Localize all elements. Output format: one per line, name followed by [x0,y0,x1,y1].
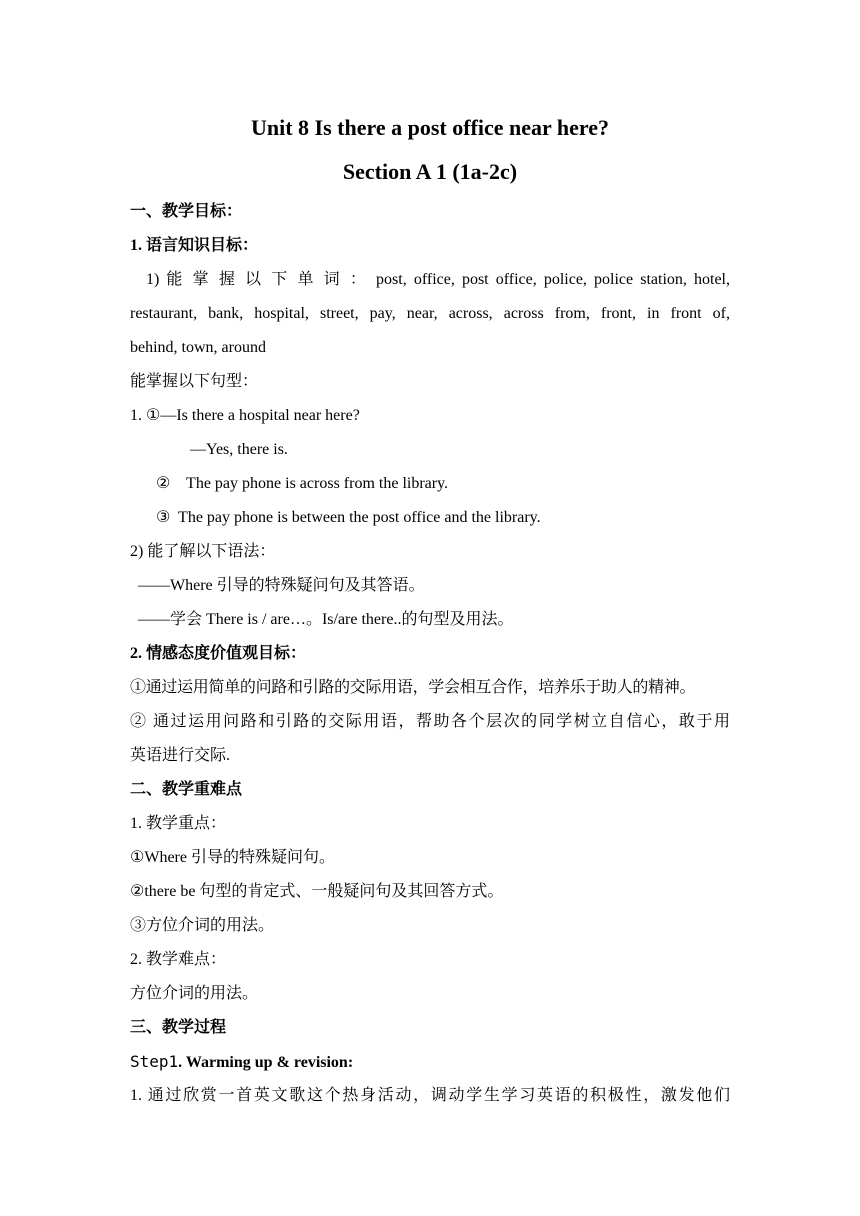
heading-teaching-process: 三、教学过程 [130,1019,227,1036]
step-1-label: Step1 [130,1052,179,1071]
difficult-point-1: 方位介词的用法。 [130,985,259,1002]
heading-key-difficult-points: 二、教学重难点 [130,781,243,798]
key-points-heading: 1. 教学重点： [130,815,227,832]
heading-objectives: 一、教学目标： [130,203,243,220]
sentence-patterns-heading: 能掌握以下句型： [130,373,259,390]
pattern-1-answer: —Yes, there is. [190,441,288,458]
pattern-3: ③ The pay phone is between the post office and the library. [156,509,541,526]
vocab-line-3: behind, town, around [130,339,266,356]
grammar-heading: 2) 能了解以下语法： [130,543,276,560]
grammar-item-2: ——学会 There is / are…。Is/are there..的句型及用法。 [138,611,514,628]
step-1-title: . Warming up & revision: [178,1054,354,1071]
emotion-item-2-cont: 英语进行交际. [130,747,231,764]
subheading-language-knowledge: 1. 语言知识目标： [130,237,259,254]
pattern-1-question: 1. ①—Is there a hospital near here? [130,407,360,424]
grammar-item-1: ——Where 引导的特殊疑问句及其答语。 [138,577,425,594]
key-point-3: ③方位介词的用法。 [130,917,275,934]
pattern-2: ② The pay phone is across from the library. [156,475,449,492]
document-title: Unit 8 Is there a post office near here? [250,115,610,140]
vocab-line-2: restaurant, bank, hospital, street, pay, near, across, across from, front, in front of, [130,305,730,322]
key-point-2: ②there be 句型的肯定式、一般疑问句及其回答方式。 [130,883,504,900]
emotion-item-2: ② 通过运用问路和引路的交际用语，帮助各个层次的同学树立自信心，敢于用 [130,713,730,730]
vocab-line-1: 1) 能 掌 握 以 下 单 词 ： post, office, post office, police, police station, hotel, [146,271,730,288]
step-1-item-1: 1. 通过欣赏一首英文歌这个热身活动，调动学生学习英语的积极性，激发他们 [130,1087,730,1104]
step-1-heading [130,1052,730,1073]
difficult-points-heading: 2. 教学难点： [130,951,227,968]
document-subtitle: Section A 1 (1a-2c) [342,159,518,184]
subheading-emotion-values: 2. 情感态度价值观目标： [130,645,307,662]
emotion-item-1: ①通过运用简单的问路和引路的交际用语，学会相互合作，培养乐于助人的精神。 [130,679,696,696]
key-point-1: ①Where 引导的特殊疑问句。 [130,849,335,866]
